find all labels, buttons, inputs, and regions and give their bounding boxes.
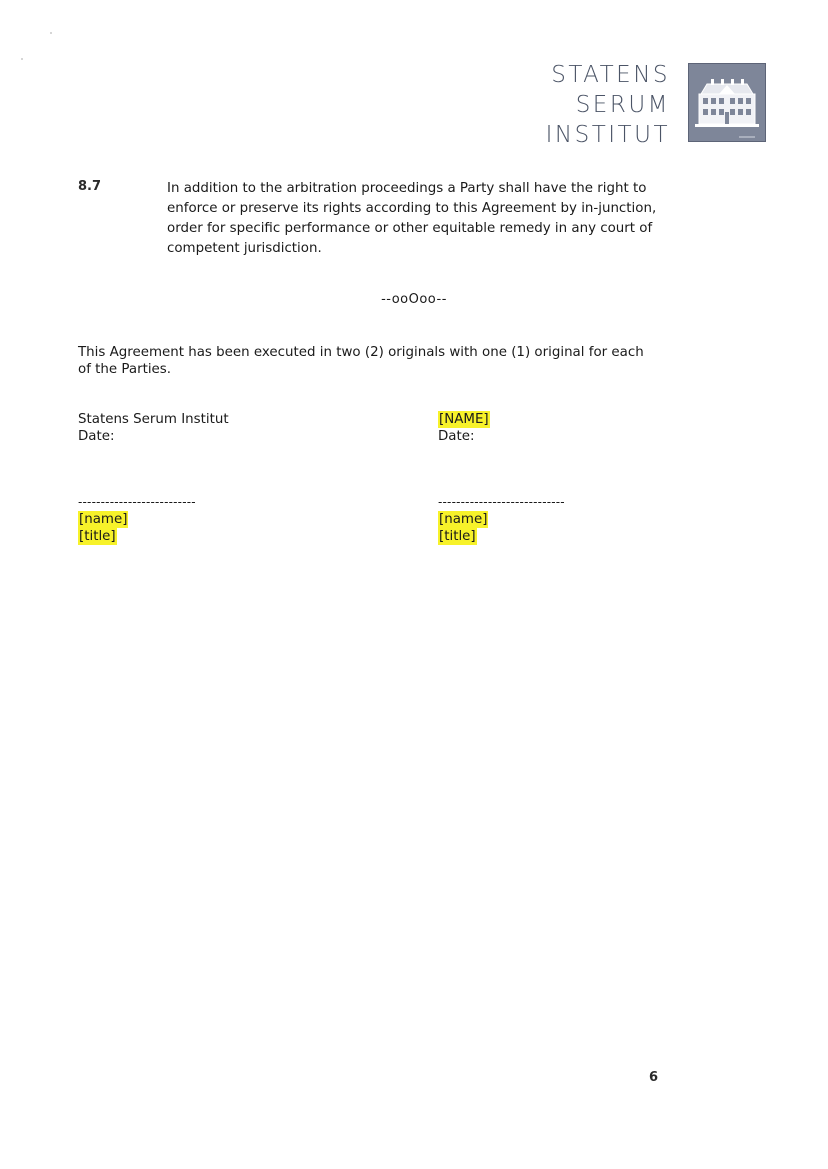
scan-speck [50,32,52,34]
clause-number: 8.7 [78,179,102,194]
party-right-date-label: Date: [438,429,475,444]
party-left-date-label: Date: [78,429,115,444]
party-right-block [438,411,490,445]
signature-right-name-placeholder: [name] [439,512,488,527]
signature-right-line: ---------------------------- [438,495,565,509]
clause-text: In addition to the arbitration proceedings a Party shall have the right to enforce or preserve its rights according to this Agreement by in-junction, order for specific performance or other equitable remedy in any court of competent jurisdiction. [167,181,657,256]
party-right-name-placeholder: [NAME] [439,412,489,427]
party-left-block [78,411,229,445]
logo-line-2: SERUM [575,92,670,118]
scan-speck [21,58,23,60]
signature-left-line: -------------------------- [78,495,196,509]
execution-statement: This Agreement has been executed in two (2) originals with one (1) original for each of the Parties. [78,345,644,377]
institute-building-logo [688,63,766,142]
signature-left-block [78,494,196,545]
party-left-name: Statens Serum Institut [78,412,229,427]
signature-left-title-placeholder: [title] [79,529,116,544]
section-separator: --ooOoo-- [381,292,447,307]
signature-right-block [438,494,565,545]
building-icon [689,64,765,141]
logo-wordmark [546,60,670,150]
logo-line-1: STATENS [551,62,670,88]
page-number: 6 [649,1070,659,1085]
logo-line-3: INSTITUT [545,122,670,148]
signature-left-name-placeholder: [name] [79,512,128,527]
signature-right-title-placeholder: [title] [439,529,476,544]
